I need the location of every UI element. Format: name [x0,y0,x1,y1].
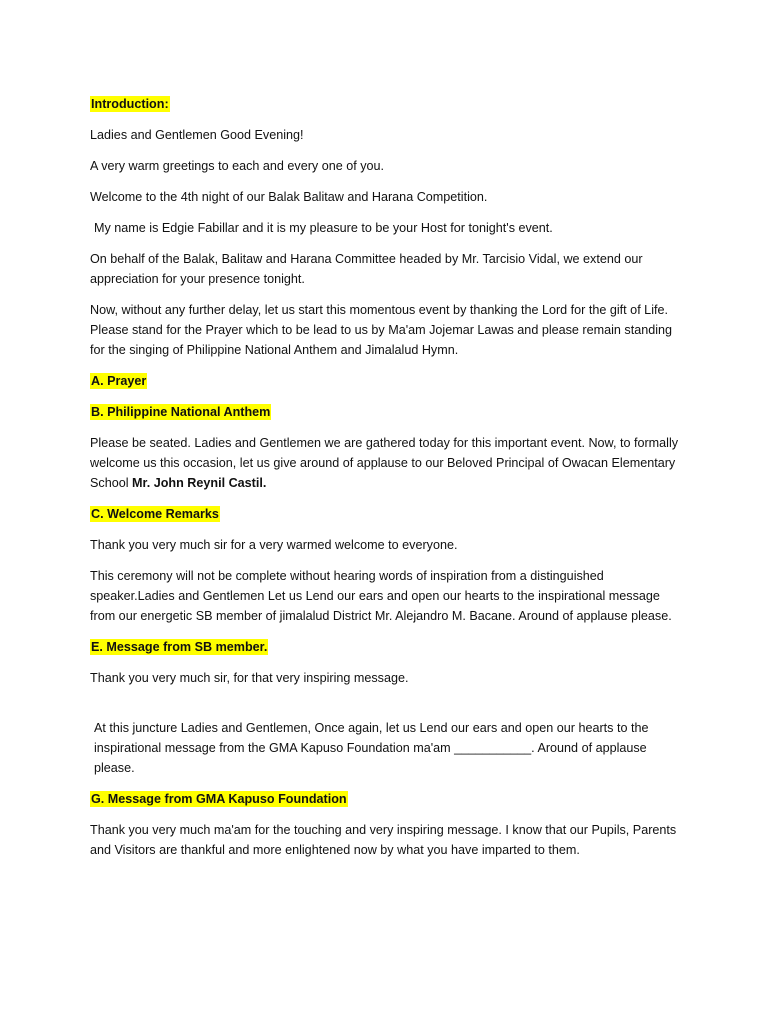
heading-national-anthem-text: B. Philippine National Anthem [91,405,271,419]
principal-name: Mr. John Reynil Castil. [132,476,267,490]
heading-introduction-text: Introduction: [91,97,169,111]
paragraph-prayer-intro: Now, without any further delay, let us start this momentous event by thanking the Lord for the gift of Life. Please stand for the Prayer which to be lead to us by Ma'am Jojemar Lawas and please remain standing for the singing of Philippine National Anthem and Jimalalud Hymn. [90,303,673,357]
paragraph-committee: On behalf of the Balak, Balitaw and Harana Committee headed by Mr. Tarcisio Vidal, we extend our appreciation for your presence tonight. [90,252,643,286]
paragraph-warm-greetings: A very warm greetings to each and every one of you. [90,159,385,173]
paragraph-principal-text: Please be seated. Ladies and Gentlemen we are gathered today for this important event. Now, to formally welcome us this occasion, let us give around of applause to our Beloved Principal of Owacan Elementary School [90,436,679,490]
heading-introduction [90,94,688,114]
paragraph-greeting: Ladies and Gentlemen Good Evening! [90,128,304,142]
paragraph-sb-intro: This ceremony will not be complete without hearing words of inspiration from a distinguished speaker.Ladies and Gentlemen Let us Lend our ears and open our hearts to the inspirational message from our energetic SB member of jimalalud District Mr. Alejandro M. Bacane. Around of applause please. [90,569,672,623]
heading-welcome-remarks-text: C. Welcome Remarks [91,507,219,521]
heading-national-anthem [90,402,688,422]
paragraph-thank-gma: Thank you very much ma'am for the touching and very inspiring message. I know that our Pupils, Parents and Visitors are thankful and more enlightened now by what you have imparted to them. [90,823,677,857]
heading-prayer-text: A. Prayer [91,374,147,388]
paragraph-gma-intro: At this juncture Ladies and Gentlemen, Once again, let us Lend our ears and open our hearts to the inspirational message from the GMA Kapuso Foundation ma'am ___________. Around of applause please. [94,721,649,775]
heading-sb-message [90,637,688,657]
heading-gma-message-text: G. Message from GMA Kapuso Foundation [91,792,347,806]
heading-gma-message [90,789,688,809]
heading-welcome-remarks [90,504,688,524]
paragraph-thank-sb: Thank you very much sir, for that very inspiring message. [90,671,409,685]
heading-sb-message-text: E. Message from SB member. [91,640,268,654]
paragraph-welcome: Welcome to the 4th night of our Balak Balitaw and Harana Competition. [90,190,488,204]
paragraph-host-intro: My name is Edgie Fabillar and it is my pleasure to be your Host for tonight's event. [94,221,553,235]
paragraph-principal-intro [90,433,688,493]
paragraph-thank-principal: Thank you very much sir for a very warmed welcome to everyone. [90,538,458,552]
heading-prayer [90,371,688,391]
